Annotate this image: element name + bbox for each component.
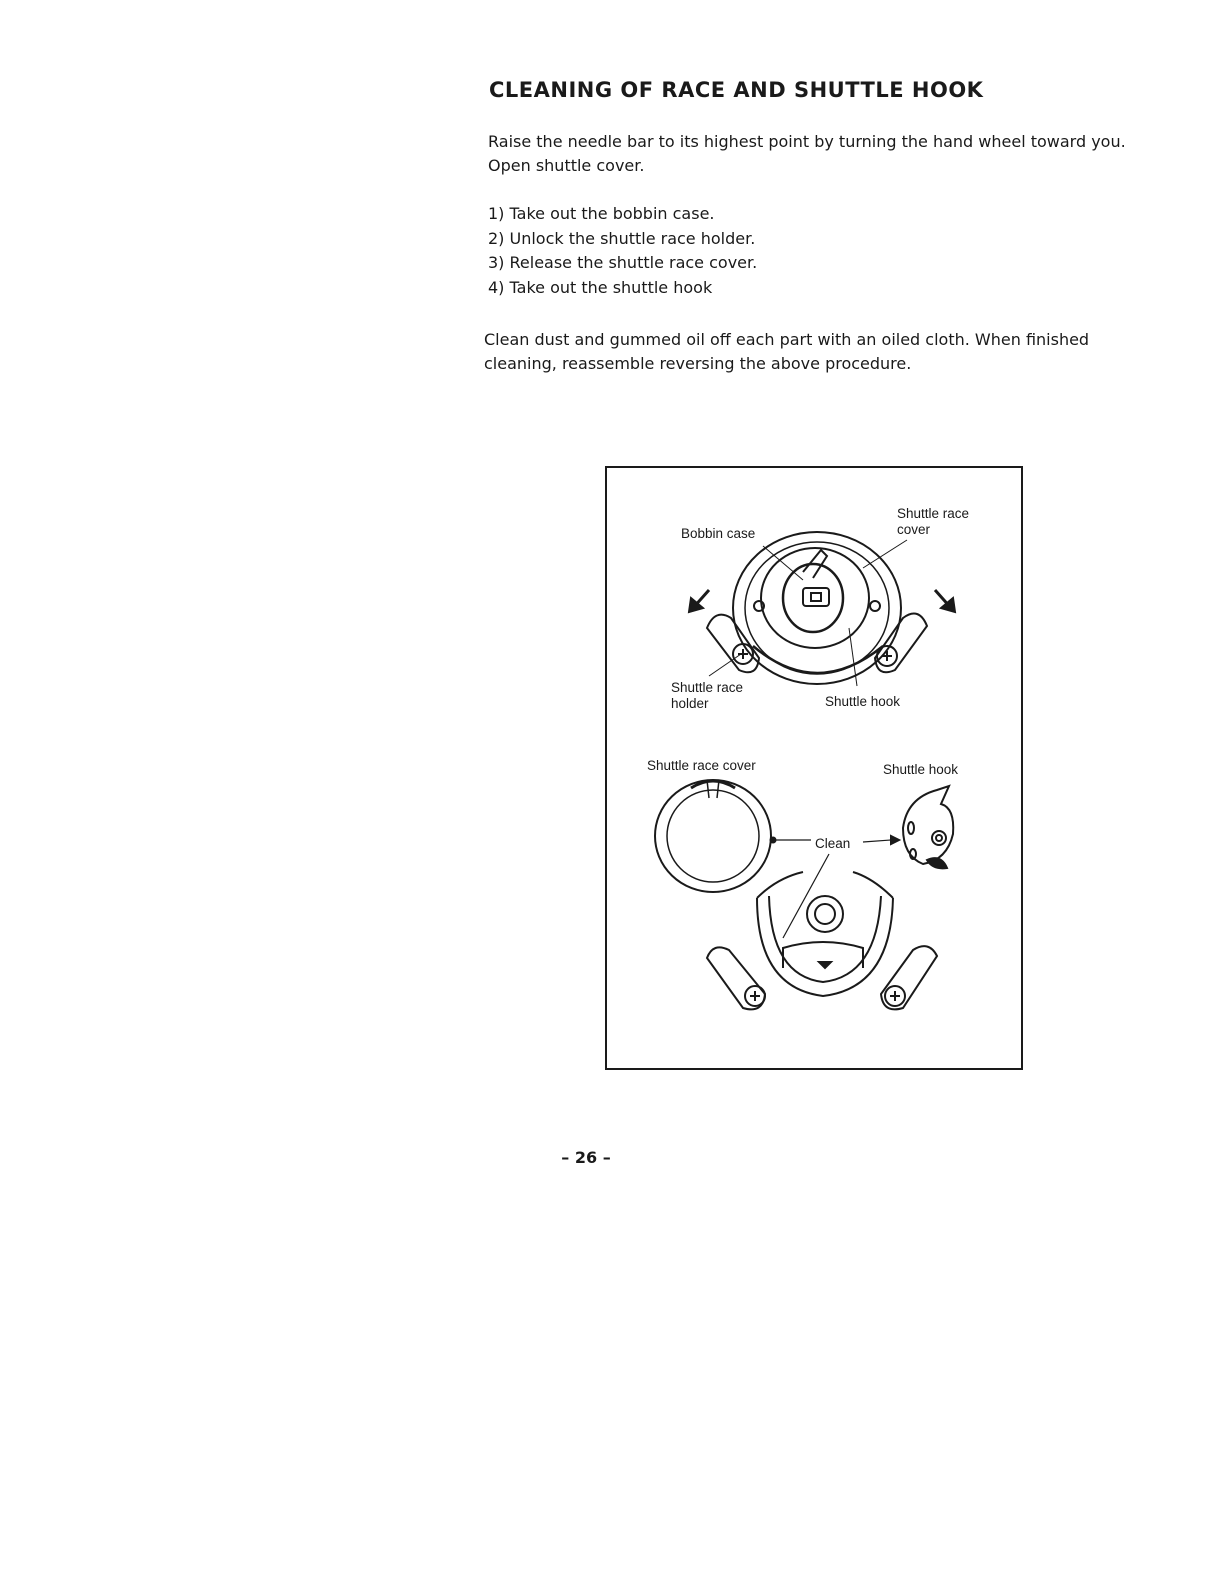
outro-paragraph <box>484 328 1134 376</box>
label-shuttle-race-holder-line2: holder <box>671 696 709 711</box>
page-number-wrap <box>0 1148 1224 1167</box>
label-shuttle-race-cover-bottom: Shuttle race cover <box>647 758 756 773</box>
race-assembly-drawing <box>707 872 937 1009</box>
step-item: 3) Release the shuttle race cover. <box>488 253 758 272</box>
outro-line: cleaning, reassemble reversing the above procedure. <box>484 354 912 373</box>
shuttle-race-cover-drawing <box>655 780 771 892</box>
page-number: – 26 – <box>561 1148 611 1167</box>
label-shuttle-race-cover-line2: cover <box>897 522 931 537</box>
intro-paragraph <box>488 130 1138 178</box>
step-item: 1) Take out the bobbin case. <box>488 204 715 223</box>
cleaning-illustration <box>605 466 1023 1070</box>
label-bobbin-case: Bobbin case <box>681 526 756 541</box>
top-assembly-drawing <box>707 532 927 684</box>
label-shuttle-race-cover-line1: Shuttle race <box>897 506 970 521</box>
shuttle-hook-drawing <box>903 786 953 868</box>
steps-list <box>488 202 757 300</box>
label-shuttle-hook-top: Shuttle hook <box>825 694 901 709</box>
outro-line: Clean dust and gummed oil off each part with an oiled cloth. When finished <box>484 330 1090 349</box>
intro-line: Open shuttle cover. <box>488 156 645 175</box>
illustration-drawing <box>607 468 1025 1072</box>
step-item: 2) Unlock the shuttle race holder. <box>488 228 756 248</box>
label-clean: Clean <box>815 836 851 851</box>
label-shuttle-hook-bottom: Shuttle hook <box>883 762 959 777</box>
label-shuttle-race-holder-line1: Shuttle race <box>671 680 744 695</box>
page-title: CLEANING OF RACE AND SHUTTLE HOOK <box>489 78 984 102</box>
intro-line: Raise the needle bar to its highest point by turning the hand wheel toward you. <box>488 132 1126 151</box>
step-item: 4) Take out the shuttle hook <box>488 277 713 297</box>
